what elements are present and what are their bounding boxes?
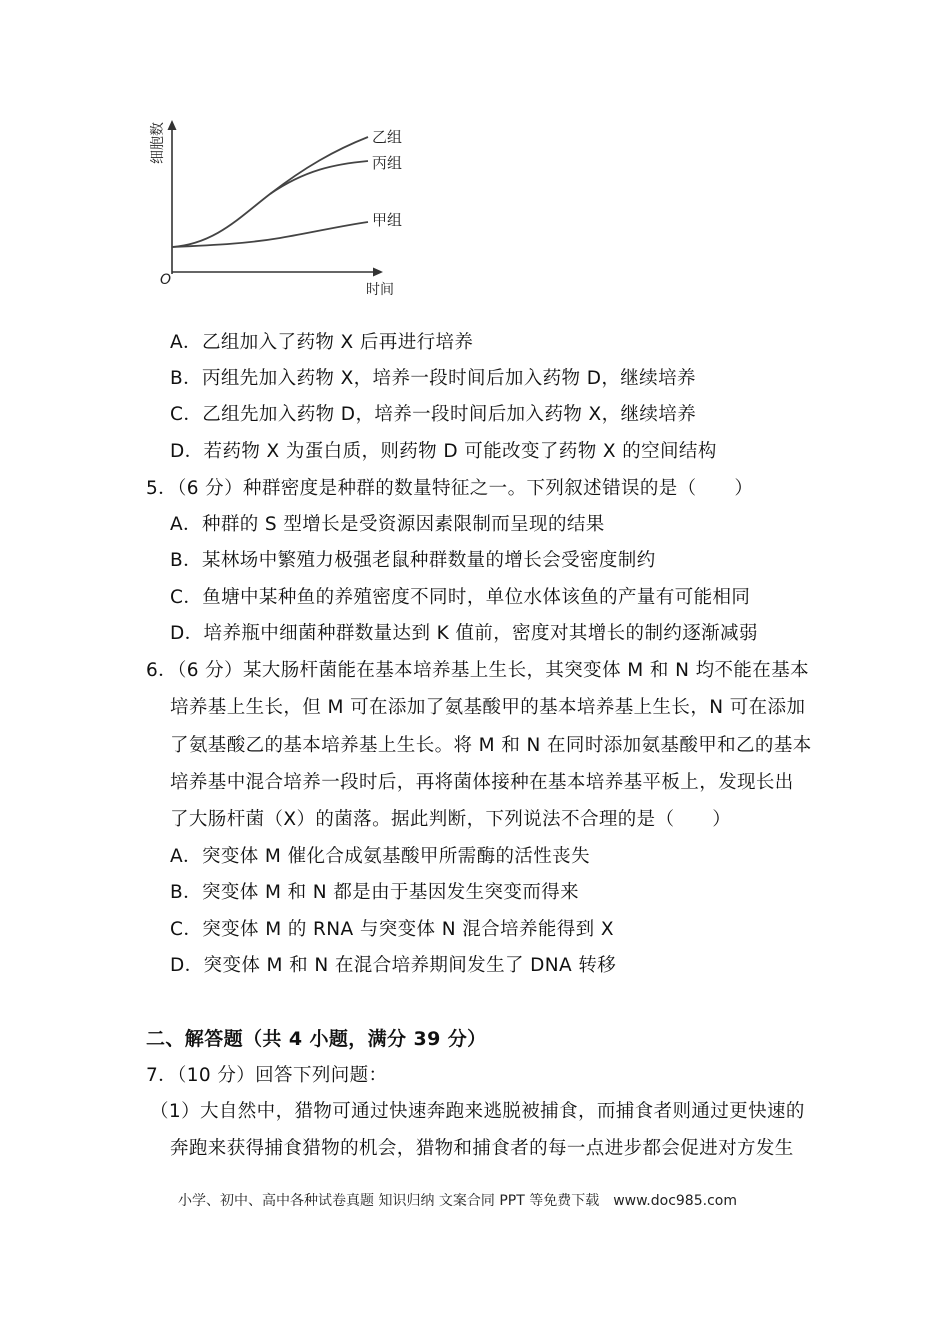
q4-option-d: D．若药物 X 为蛋白质，则药物 D 可能改变了药物 X 的空间结构 xyxy=(170,441,717,462)
q4-option-c: C．乙组先加入药物 D，培养一段时间后加入药物 X，继续培养 xyxy=(170,404,697,425)
curve-bing-group xyxy=(270,161,368,194)
q6-stem-line-5: 了大肠杆菌（X）的菌落。据此判断，下列说法不合理的是（ ） xyxy=(170,809,732,830)
q7-part1-line-2: 奔跑来获得捕食猎物的机会，猎物和捕食者的每一点进步都会促进对方发生 xyxy=(170,1138,794,1159)
q5-stem: 5．（6 分）种群密度是种群的数量特征之一。下列叙述错误的是（ ） xyxy=(146,478,754,499)
y-axis-label: 细胞数 xyxy=(150,122,166,164)
curve-label-bing: 丙组 xyxy=(372,154,403,172)
q6-stem-line-4: 培养基中混合培养一段时后，再将菌体接种在基本培养基平板上，发现长出 xyxy=(170,772,794,793)
q6-option-b: B．突变体 M 和 N 都是由于基因发生突变而得来 xyxy=(170,882,580,903)
origin-label: O xyxy=(160,272,172,288)
q6-option-c: C．突变体 M 的 RNA 与突变体 N 混合培养能得到 X xyxy=(170,919,614,940)
cell-growth-figure xyxy=(140,112,410,302)
x-axis-arrow xyxy=(373,268,383,277)
q6-option-a: A．突变体 M 催化合成氨基酸甲所需酶的活性丧失 xyxy=(170,846,590,867)
q6-option-d: D．突变体 M 和 N 在混合培养期间发生了 DNA 转移 xyxy=(170,955,617,976)
curve-label-jia: 甲组 xyxy=(372,211,403,229)
q5-option-d: D．培养瓶中细菌种群数量达到 K 值前，密度对其增长的制约逐渐减弱 xyxy=(170,623,758,644)
curve-jia-group xyxy=(172,222,368,247)
q6-stem-line-1: 6．（6 分）某大肠杆菌能在基本培养基上生长，其突变体 M 和 N 均不能在基本 xyxy=(146,660,809,681)
q6-stem-line-2: 培养基上生长，但 M 可在添加了氨基酸甲的基本培养基上生长，N 可在添加 xyxy=(170,697,806,718)
q5-option-b: B．某林场中繁殖力极强老鼠种群数量的增长会受密度制约 xyxy=(170,550,656,571)
q6-stem-line-3: 了氨基酸乙的基本培养基上生长。将 M 和 N 在同时添加氨基酸甲和乙的基本 xyxy=(170,735,812,756)
curve-label-yi: 乙组 xyxy=(372,128,403,146)
q7-part1-line-1: （1）大自然中，猎物可通过快速奔跑来逃脱被捕食，而捕食者则通过更快速的 xyxy=(150,1101,805,1122)
y-axis-arrow xyxy=(168,120,177,130)
q5-option-c: C．鱼塘中某种鱼的养殖密度不同时，单位水体该鱼的产量有可能相同 xyxy=(170,587,751,608)
q5-option-a: A．种群的 S 型增长是受资源因素限制而呈现的结果 xyxy=(170,514,605,535)
x-axis-label: 时间 xyxy=(366,282,394,298)
q4-option-b: B．丙组先加入药物 X，培养一段时间后加入药物 D，继续培养 xyxy=(170,368,696,389)
q4-option-a: A．乙组加入了药物 X 后再进行培养 xyxy=(170,332,474,353)
curve-yi-group xyxy=(172,137,368,247)
section-2-heading: 二、解答题（共 4 小题，满分 39 分） xyxy=(146,1028,487,1050)
q7-stem: 7．（10 分）回答下列问题： xyxy=(146,1065,388,1086)
page-footer: 小学、初中、高中各种试卷真题 知识归纳 文案合同 PPT 等免费下载 www.doc985.com xyxy=(178,1193,737,1209)
